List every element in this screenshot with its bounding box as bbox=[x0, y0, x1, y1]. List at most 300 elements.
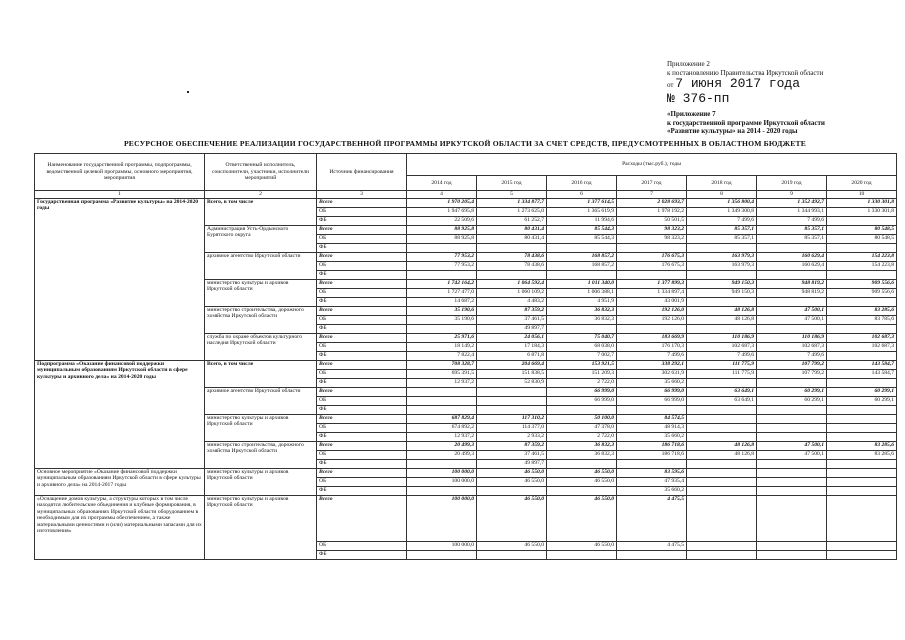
table-row bbox=[35, 199, 897, 208]
value-cell: 110 186,9 bbox=[757, 334, 827, 343]
value-cell: 60 299,1 bbox=[827, 397, 897, 406]
value-cell: 17 184,3 bbox=[477, 343, 547, 352]
source-cell: ОБ bbox=[317, 289, 407, 298]
value-cell: 4 475,5 bbox=[617, 496, 687, 542]
source-cell: ФБ bbox=[317, 298, 407, 307]
value-cell: 1 011 340,0 bbox=[547, 280, 617, 289]
source-cell: Всего bbox=[317, 415, 407, 424]
value-cell: 107 799,2 bbox=[757, 361, 827, 370]
source-cell: ОБ bbox=[317, 262, 407, 271]
value-cell: 160 629,4 bbox=[757, 262, 827, 271]
source-cell: ФБ bbox=[317, 379, 407, 388]
value-cell: 80 431,4 bbox=[477, 235, 547, 244]
document-header bbox=[667, 60, 899, 136]
value-cell bbox=[547, 271, 617, 280]
value-cell bbox=[757, 487, 827, 496]
value-cell: 4 951,9 bbox=[547, 298, 617, 307]
value-cell: 49 897,7 bbox=[477, 325, 547, 334]
value-cell bbox=[407, 406, 477, 415]
value-cell: 7 499,6 bbox=[757, 217, 827, 226]
value-cell bbox=[757, 406, 827, 415]
value-cell: 949 150,3 bbox=[687, 289, 757, 298]
value-cell bbox=[477, 551, 547, 560]
value-cell: 176 675,3 bbox=[617, 253, 687, 262]
program-name-cell: Подпрограмма «Оказание финансовой поддержки муниципальным образованиям Иркутской области в сфере культуры и архивного дела» на 2014-2020 годы bbox=[35, 361, 205, 469]
year-header: 2014 год bbox=[407, 176, 477, 191]
column-number: 9 bbox=[757, 191, 827, 199]
value-cell: 60 299,1 bbox=[757, 388, 827, 397]
value-cell bbox=[547, 487, 617, 496]
program-name-cell: Государственная программа «Развитие культуры» на 2014-2020 годы bbox=[35, 199, 205, 361]
value-cell bbox=[617, 244, 687, 253]
value-cell bbox=[827, 551, 897, 560]
value-cell: 35 190,6 bbox=[407, 316, 477, 325]
value-cell: 1 330 301,8 bbox=[827, 199, 897, 208]
value-cell: 85 544,3 bbox=[547, 226, 617, 235]
source-cell: ФБ bbox=[317, 271, 407, 280]
value-cell: 151 209,3 bbox=[547, 370, 617, 379]
source-cell: ОБ bbox=[317, 316, 407, 325]
value-cell bbox=[687, 469, 757, 478]
value-cell: 708 328,7 bbox=[407, 361, 477, 370]
value-cell: 100 000,0 bbox=[407, 496, 477, 542]
value-cell: 88 925,8 bbox=[407, 226, 477, 235]
value-cell: 687 829,4 bbox=[407, 415, 477, 424]
value-cell bbox=[827, 487, 897, 496]
table-body bbox=[35, 199, 897, 560]
source-cell: ФБ bbox=[317, 433, 407, 442]
year-header: 2020 год bbox=[827, 176, 897, 191]
value-cell bbox=[827, 352, 897, 361]
value-cell bbox=[757, 460, 827, 469]
value-cell: 909 556,6 bbox=[827, 289, 897, 298]
value-cell: 168 857,2 bbox=[547, 253, 617, 262]
value-cell bbox=[827, 244, 897, 253]
value-cell: 78 438,6 bbox=[477, 262, 547, 271]
source-cell: ФБ bbox=[317, 325, 407, 334]
value-cell bbox=[827, 496, 897, 542]
value-cell bbox=[827, 542, 897, 551]
value-cell: 85 544,3 bbox=[547, 235, 617, 244]
value-cell: 1 064 592,4 bbox=[477, 280, 547, 289]
value-cell: 25 971,6 bbox=[407, 334, 477, 343]
year-header: 2015 год bbox=[477, 176, 547, 191]
value-cell: 47 935,4 bbox=[617, 478, 687, 487]
value-cell: 18 149,2 bbox=[407, 343, 477, 352]
value-cell: 111 775,9 bbox=[687, 361, 757, 370]
col-source-header: Источник финансирования bbox=[317, 154, 407, 191]
decree-number: № 376-пп bbox=[667, 91, 730, 106]
value-cell: 949 150,3 bbox=[687, 280, 757, 289]
source-cell: Всего bbox=[317, 226, 407, 235]
value-cell bbox=[407, 388, 477, 397]
value-cell: 83 785,6 bbox=[827, 316, 897, 325]
value-cell: 1 344 993,1 bbox=[757, 208, 827, 217]
value-cell: 60 299,1 bbox=[827, 388, 897, 397]
column-number: 3 bbox=[317, 191, 407, 199]
value-cell bbox=[547, 325, 617, 334]
executor-cell: архивное агентство Иркутской области bbox=[205, 388, 317, 415]
source-cell: Всего bbox=[317, 361, 407, 370]
value-cell bbox=[827, 478, 897, 487]
value-cell: 47 500,1 bbox=[757, 442, 827, 451]
resource-table bbox=[34, 153, 897, 560]
value-cell: 204 669,4 bbox=[477, 361, 547, 370]
value-cell: 85 357,1 bbox=[687, 235, 757, 244]
value-cell: 1 273 625,0 bbox=[477, 208, 547, 217]
value-cell: 47 500,1 bbox=[757, 307, 827, 316]
value-cell: 186 718,6 bbox=[617, 451, 687, 460]
value-cell bbox=[547, 460, 617, 469]
value-cell bbox=[617, 460, 687, 469]
value-cell: 7 002,7 bbox=[547, 352, 617, 361]
value-cell: 1 365 619,9 bbox=[547, 208, 617, 217]
value-cell: 83 285,6 bbox=[827, 442, 897, 451]
column-number: 7 bbox=[617, 191, 687, 199]
value-cell: 35 660,2 bbox=[617, 433, 687, 442]
decree-date: от 7 июня 2017 года bbox=[667, 76, 801, 91]
value-cell: 12 937,2 bbox=[407, 379, 477, 388]
value-cell: 50 501,5 bbox=[617, 217, 687, 226]
source-cell: ОБ bbox=[317, 424, 407, 433]
value-cell: 302 631,9 bbox=[617, 370, 687, 379]
value-cell bbox=[407, 551, 477, 560]
appendix7-label: «Приложение 7 bbox=[667, 110, 716, 118]
value-cell bbox=[827, 469, 897, 478]
source-cell: ФБ bbox=[317, 460, 407, 469]
source-cell: ОБ bbox=[317, 208, 407, 217]
value-cell bbox=[617, 406, 687, 415]
document-title: РЕСУРСНОЕ ОБЕСПЕЧЕНИЕ РЕАЛИЗАЦИИ ГОСУДАРСТВЕННОЙ ПРОГРАММЫ ИРКУТСКОЙ ОБЛАСТИ ЗА СЧЕТ СРЕДСТВ, ПРЕДУСМОТРЕННЫХ В ОБЛАСТНОМ БЮДЖЕТЕ bbox=[123, 139, 807, 148]
source-cell: ОБ bbox=[317, 397, 407, 406]
value-cell bbox=[827, 406, 897, 415]
value-cell: 83 285,6 bbox=[827, 307, 897, 316]
value-cell bbox=[757, 424, 827, 433]
value-cell: 46 550,0 bbox=[547, 469, 617, 478]
source-cell: Всего bbox=[317, 334, 407, 343]
value-cell bbox=[477, 406, 547, 415]
value-cell bbox=[547, 551, 617, 560]
value-cell: 153 921,5 bbox=[547, 361, 617, 370]
value-cell: 100 000,0 bbox=[407, 542, 477, 551]
value-cell bbox=[407, 487, 477, 496]
value-cell bbox=[477, 397, 547, 406]
year-header: 2016 год bbox=[547, 176, 617, 191]
executor-cell: министерство строительства, дорожного хозяйства Иркутской области bbox=[205, 442, 317, 469]
value-cell bbox=[757, 478, 827, 487]
value-cell: 948 819,2 bbox=[757, 289, 827, 298]
value-cell bbox=[687, 478, 757, 487]
value-cell: 192 126,0 bbox=[617, 307, 687, 316]
value-cell: 46 550,0 bbox=[477, 469, 547, 478]
value-cell bbox=[477, 487, 547, 496]
column-number: 6 bbox=[547, 191, 617, 199]
value-cell bbox=[687, 433, 757, 442]
column-number: 4 bbox=[407, 191, 477, 199]
value-cell: 77 953,2 bbox=[407, 253, 477, 262]
value-cell: 6 871,8 bbox=[477, 352, 547, 361]
value-cell bbox=[827, 217, 897, 226]
value-cell bbox=[757, 298, 827, 307]
value-cell: 1 727 477,0 bbox=[407, 289, 477, 298]
value-cell: 85 357,1 bbox=[757, 226, 827, 235]
value-cell: 77 953,2 bbox=[407, 262, 477, 271]
value-cell bbox=[477, 388, 547, 397]
value-cell: 48 126,8 bbox=[687, 316, 757, 325]
source-cell: Всего bbox=[317, 307, 407, 316]
value-cell: 1 947 695,8 bbox=[407, 208, 477, 217]
value-cell: 11 994,6 bbox=[547, 217, 617, 226]
value-cell bbox=[757, 551, 827, 560]
value-cell: 36 832,3 bbox=[547, 451, 617, 460]
value-cell: 35 660,2 bbox=[617, 487, 687, 496]
col-expenses-header: Расходы (тыс.руб.), годы bbox=[407, 154, 897, 176]
value-cell: 84 574,5 bbox=[617, 415, 687, 424]
value-cell: 163 979,3 bbox=[687, 262, 757, 271]
executor-cell: министерство строительства, дорожного хозяйства Иркутской области bbox=[205, 307, 317, 334]
value-cell bbox=[757, 496, 827, 542]
value-cell bbox=[757, 244, 827, 253]
value-cell: 2 722,0 bbox=[547, 379, 617, 388]
source-cell: Всего bbox=[317, 199, 407, 208]
value-cell: 46 550,0 bbox=[547, 496, 617, 542]
value-cell bbox=[827, 433, 897, 442]
value-cell: 151 838,5 bbox=[477, 370, 547, 379]
source-cell: ФБ bbox=[317, 406, 407, 415]
value-cell bbox=[687, 551, 757, 560]
program-name: «Развитие культуры» на 2014 - 2020 годы bbox=[667, 127, 798, 135]
value-cell: 102 687,3 bbox=[827, 334, 897, 343]
value-cell bbox=[407, 244, 477, 253]
executor-cell: архивное агентство Иркутской области bbox=[205, 253, 317, 280]
stray-mark bbox=[187, 91, 189, 93]
value-cell: 154 223,8 bbox=[827, 253, 897, 262]
value-cell: 46 550,0 bbox=[547, 542, 617, 551]
value-cell: 68 038,0 bbox=[547, 343, 617, 352]
value-cell: 1 330 301,8 bbox=[827, 208, 897, 217]
executor-cell: министерство культуры и архивов Иркутской области bbox=[205, 415, 317, 442]
value-cell: 46 550,0 bbox=[547, 478, 617, 487]
table-head bbox=[35, 154, 897, 199]
value-cell: 48 914,3 bbox=[617, 424, 687, 433]
value-cell: 47 500,1 bbox=[757, 316, 827, 325]
value-cell bbox=[687, 325, 757, 334]
program-ref: к государственной программе Иркутской области bbox=[667, 118, 825, 127]
value-cell: 46 550,0 bbox=[477, 542, 547, 551]
value-cell: 117 310,2 bbox=[477, 415, 547, 424]
value-cell: 78 438,6 bbox=[477, 253, 547, 262]
year-header: 2019 год bbox=[757, 176, 827, 191]
source-cell: ОБ bbox=[317, 370, 407, 379]
source-cell: ОБ bbox=[317, 235, 407, 244]
executor-cell: министерство культуры и архивов Иркутской области bbox=[205, 496, 317, 560]
value-cell: 338 292,1 bbox=[617, 361, 687, 370]
value-cell bbox=[687, 406, 757, 415]
source-cell: Всего bbox=[317, 469, 407, 478]
value-cell: 1 334 877,7 bbox=[477, 199, 547, 208]
value-cell: 85 357,1 bbox=[687, 226, 757, 235]
value-cell: 1 377 614,5 bbox=[547, 199, 617, 208]
source-cell: ОБ bbox=[317, 542, 407, 551]
value-cell: 183 669,9 bbox=[617, 334, 687, 343]
source-cell: Всего bbox=[317, 442, 407, 451]
value-cell: 98 323,2 bbox=[617, 226, 687, 235]
value-cell: 186 718,6 bbox=[617, 442, 687, 451]
column-number: 1 bbox=[35, 191, 205, 199]
value-cell: 88 925,8 bbox=[407, 235, 477, 244]
value-cell: 48 126,8 bbox=[687, 451, 757, 460]
value-cell: 36 832,3 bbox=[547, 442, 617, 451]
value-cell: 102 687,3 bbox=[687, 343, 757, 352]
column-number: 10 bbox=[827, 191, 897, 199]
value-cell: 948 819,2 bbox=[757, 280, 827, 289]
value-cell: 143 584,7 bbox=[827, 370, 897, 379]
value-cell: 102 687,3 bbox=[757, 343, 827, 352]
value-cell: 100 000,0 bbox=[407, 478, 477, 487]
value-cell: 80 548,5 bbox=[827, 235, 897, 244]
value-cell bbox=[407, 271, 477, 280]
value-cell: 102 687,3 bbox=[827, 343, 897, 352]
value-cell bbox=[757, 469, 827, 478]
source-cell: Всего bbox=[317, 496, 407, 542]
value-cell bbox=[827, 325, 897, 334]
value-cell: 1 334 897,4 bbox=[617, 289, 687, 298]
value-cell: 60 299,1 bbox=[757, 397, 827, 406]
table-row bbox=[35, 361, 897, 370]
value-cell: 61 252,7 bbox=[477, 217, 547, 226]
value-cell: 87 359,2 bbox=[477, 307, 547, 316]
value-cell: 2 028 693,7 bbox=[617, 199, 687, 208]
value-cell: 47 378,0 bbox=[547, 424, 617, 433]
value-cell: 192 126,0 bbox=[617, 316, 687, 325]
value-cell: 83 595,6 bbox=[617, 469, 687, 478]
value-cell bbox=[827, 379, 897, 388]
value-cell: 674 892,2 bbox=[407, 424, 477, 433]
value-cell: 12 937,2 bbox=[407, 433, 477, 442]
value-cell: 1 352 492,7 bbox=[757, 199, 827, 208]
value-cell bbox=[687, 496, 757, 542]
value-cell: 48 126,8 bbox=[687, 442, 757, 451]
value-cell: 176 170,3 bbox=[617, 343, 687, 352]
value-cell: 143 584,7 bbox=[827, 361, 897, 370]
value-cell: 52 830,9 bbox=[477, 379, 547, 388]
value-cell: 50 100,0 bbox=[547, 415, 617, 424]
source-cell: ФБ bbox=[317, 551, 407, 560]
value-cell: 1 978 192,2 bbox=[617, 208, 687, 217]
year-header: 2017 год bbox=[617, 176, 687, 191]
value-cell bbox=[687, 487, 757, 496]
value-cell: 4 475,5 bbox=[617, 542, 687, 551]
value-cell: 7 499,6 bbox=[757, 352, 827, 361]
value-cell: 83 285,6 bbox=[827, 451, 897, 460]
appendix-label: Приложение 2 bbox=[667, 60, 710, 68]
value-cell: 80 548,5 bbox=[827, 226, 897, 235]
value-cell bbox=[617, 325, 687, 334]
value-cell bbox=[757, 325, 827, 334]
value-cell: 20 499,3 bbox=[407, 442, 477, 451]
value-cell bbox=[687, 415, 757, 424]
value-cell: 100 000,0 bbox=[407, 469, 477, 478]
value-cell bbox=[757, 271, 827, 280]
source-cell: Всего bbox=[317, 280, 407, 289]
executor-cell: Администрация Усть-Ордынского Бурятского округа bbox=[205, 226, 317, 253]
value-cell: 75 040,7 bbox=[547, 334, 617, 343]
value-cell bbox=[617, 271, 687, 280]
source-cell: ФБ bbox=[317, 352, 407, 361]
source-cell: ФБ bbox=[317, 217, 407, 226]
column-number: 2 bbox=[205, 191, 317, 199]
value-cell bbox=[407, 460, 477, 469]
value-cell: 48 126,8 bbox=[687, 307, 757, 316]
value-cell: 36 832,3 bbox=[547, 307, 617, 316]
value-cell: 35 190,6 bbox=[407, 307, 477, 316]
value-cell: 85 357,1 bbox=[757, 235, 827, 244]
value-cell bbox=[827, 271, 897, 280]
source-cell: ОБ bbox=[317, 343, 407, 352]
value-cell: 7 499,6 bbox=[687, 217, 757, 226]
value-cell: 7 499,6 bbox=[617, 352, 687, 361]
source-cell: ФБ bbox=[317, 487, 407, 496]
value-cell: 1 060 109,2 bbox=[477, 289, 547, 298]
table-row bbox=[35, 496, 897, 542]
value-cell: 20 499,3 bbox=[407, 451, 477, 460]
value-cell bbox=[477, 244, 547, 253]
column-number: 5 bbox=[477, 191, 547, 199]
value-cell bbox=[687, 271, 757, 280]
value-cell: 111 775,9 bbox=[687, 370, 757, 379]
decree-ref: к постановлению Правительства Иркутской области bbox=[667, 68, 824, 77]
value-cell bbox=[687, 542, 757, 551]
value-cell: 66 999,0 bbox=[617, 397, 687, 406]
value-cell: 1 349 300,8 bbox=[687, 208, 757, 217]
value-cell bbox=[827, 415, 897, 424]
value-cell bbox=[547, 244, 617, 253]
value-cell: 66 999,0 bbox=[547, 388, 617, 397]
value-cell: 2 933,2 bbox=[477, 433, 547, 442]
value-cell bbox=[547, 406, 617, 415]
value-cell: 176 675,3 bbox=[617, 262, 687, 271]
value-cell bbox=[687, 379, 757, 388]
program-name-cell: «Оснащение домов культуры, а структуры которых в том числе находятся любительские объединения и клубные формирования, в муниципальных образованиях Иркутской области оборудованием в необходимым для их программы обеспечением, а также материальными ценностями и (или) материальными запасами для их изготовления» bbox=[35, 496, 205, 560]
value-cell: 1 742 164,2 bbox=[407, 280, 477, 289]
executor-cell: министерство культуры и архивов Иркутской области bbox=[205, 280, 317, 307]
value-cell: 695 391,5 bbox=[407, 370, 477, 379]
value-cell: 909 556,6 bbox=[827, 280, 897, 289]
executor-cell: Всего, в том числе bbox=[205, 199, 317, 226]
value-cell: 154 223,8 bbox=[827, 262, 897, 271]
value-cell: 160 629,4 bbox=[757, 253, 827, 262]
value-cell bbox=[687, 460, 757, 469]
value-cell: 1 377 899,3 bbox=[617, 280, 687, 289]
value-cell: 114 377,0 bbox=[477, 424, 547, 433]
value-cell: 7 822,4 bbox=[407, 352, 477, 361]
value-cell: 66 999,0 bbox=[547, 397, 617, 406]
value-cell bbox=[617, 551, 687, 560]
value-cell: 110 186,9 bbox=[687, 334, 757, 343]
value-cell: 46 550,0 bbox=[477, 496, 547, 542]
value-cell: 24 056,1 bbox=[477, 334, 547, 343]
value-cell: 1 356 800,4 bbox=[687, 199, 757, 208]
value-cell: 87 359,2 bbox=[477, 442, 547, 451]
value-cell bbox=[407, 397, 477, 406]
year-header: 2018 год bbox=[687, 176, 757, 191]
value-cell: 2 722,0 bbox=[547, 433, 617, 442]
value-cell: 47 500,1 bbox=[757, 451, 827, 460]
value-cell bbox=[757, 542, 827, 551]
value-cell: 37 461,5 bbox=[477, 451, 547, 460]
value-cell: 35 660,2 bbox=[617, 379, 687, 388]
value-cell: 7 499,6 bbox=[687, 352, 757, 361]
